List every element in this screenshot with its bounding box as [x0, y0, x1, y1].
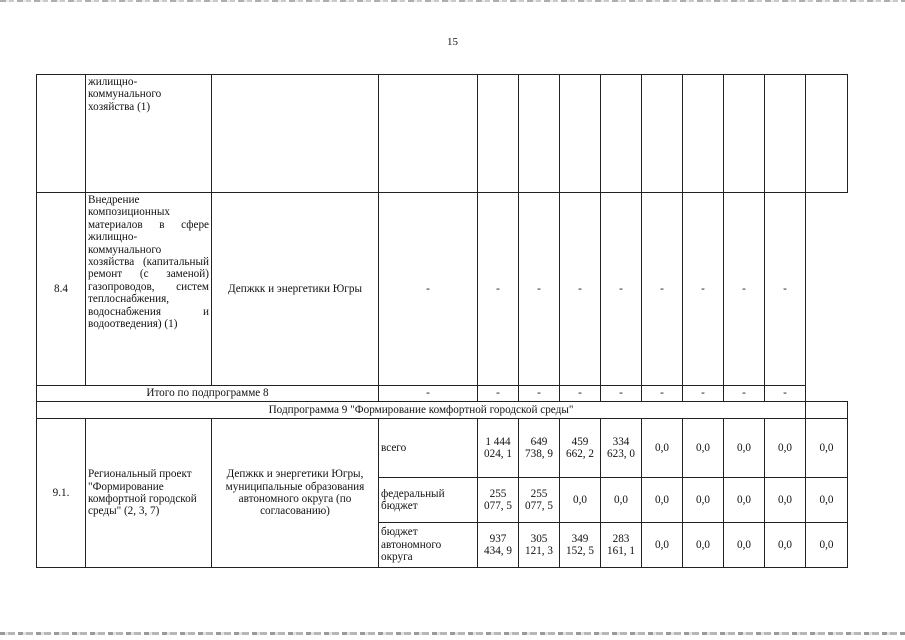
scan-artifact-top — [0, 0, 905, 2]
value-cell: 0,0 — [683, 419, 724, 478]
activity-name: Региональный проект "Формирование комфортной городской среды" (2, 3, 7) — [86, 419, 212, 568]
value-cell: 0,0 — [765, 478, 806, 523]
cell-source — [379, 75, 478, 193]
cell-num — [37, 75, 86, 193]
value-cell: - — [765, 193, 806, 386]
value-cell: 0,0 — [683, 478, 724, 523]
value-cell: - — [601, 193, 642, 386]
value-cell: 255 077, 5 — [478, 478, 519, 523]
value-cell: - — [724, 193, 765, 386]
executor: Депжкк и энергетики Югры, муниципальные образования автономного округа (по согласованию) — [212, 419, 379, 568]
value-cell: 937 434, 9 — [478, 523, 519, 568]
value-cell: - — [478, 386, 519, 402]
value-cell: 0,0 — [724, 419, 765, 478]
value-cell: 0,0 — [806, 478, 848, 523]
value-cell: - — [519, 386, 560, 402]
value-cell: 0,0 — [765, 523, 806, 568]
table-row-9-1-total — [37, 419, 848, 478]
value-cell: - — [560, 386, 601, 402]
value-cell: - — [724, 386, 765, 402]
row-number: 9.1. — [37, 419, 86, 568]
funding-source: бюджет автономного округа — [379, 523, 478, 568]
value-cell: - — [601, 386, 642, 402]
value-cell: 0,0 — [806, 523, 848, 568]
value-cell: 0,0 — [642, 523, 683, 568]
value-cell: 0,0 — [642, 478, 683, 523]
value-cell: 0,0 — [806, 419, 848, 478]
value-cell: 349 152, 5 — [560, 523, 601, 568]
table-row-total-8 — [37, 386, 848, 402]
value-cell: 0,0 — [642, 419, 683, 478]
value-cell: 334 623, 0 — [601, 419, 642, 478]
activity-name: Внедрение композиционных материалов в сфере жилищно-коммунального хозяйства (капитальный ремонт (с заменой) газопроводов, систем теплоснабжения, водоснабжения и водоотведения) (1) — [86, 193, 212, 386]
value-cell: 283 161, 1 — [601, 523, 642, 568]
funding-source: федеральный бюджет — [379, 478, 478, 523]
value-cell: 0,0 — [683, 523, 724, 568]
value-cell: - — [478, 193, 519, 386]
value-cell: - — [560, 193, 601, 386]
activity-name-continuation: жилищно-коммунального хозяйства (1) — [86, 75, 212, 193]
scan-artifact-bottom — [0, 632, 905, 635]
table-row-8-4 — [37, 193, 848, 386]
value-cell: 0,0 — [724, 478, 765, 523]
page-number: 15 — [447, 36, 458, 48]
value-cell: 459 662, 2 — [560, 419, 601, 478]
program-table — [36, 74, 848, 568]
funding-source: всего — [379, 419, 478, 478]
value-cell: 255 077, 5 — [519, 478, 560, 523]
value-cell: - — [379, 193, 478, 386]
cell-executor — [212, 75, 379, 193]
executor: Депжкк и энергетики Югры — [212, 193, 379, 386]
value-cell: 0,0 — [765, 419, 806, 478]
value-cell: 0,0 — [601, 478, 642, 523]
value-cell: - — [683, 193, 724, 386]
value-cell: 649 738, 9 — [519, 419, 560, 478]
value-cell: - — [519, 193, 560, 386]
total-label: Итого по подпрограмме 8 — [37, 386, 379, 402]
value-cell: 0,0 — [724, 523, 765, 568]
value-cell: - — [683, 386, 724, 402]
table-row-continuation — [37, 75, 848, 193]
value-cell: 0,0 — [560, 478, 601, 523]
row-number: 8.4 — [37, 193, 86, 386]
table-row-subprogram-9 — [37, 402, 848, 419]
value-cell: - — [379, 386, 478, 402]
value-cell: - — [765, 386, 806, 402]
value-cell: 305 121, 3 — [519, 523, 560, 568]
value-cell: - — [642, 386, 683, 402]
subprogram-title: Подпрограмма 9 "Формирование комфортной городской среды" — [37, 402, 806, 419]
value-cell: 1 444 024, 1 — [478, 419, 519, 478]
value-cell: - — [642, 193, 683, 386]
